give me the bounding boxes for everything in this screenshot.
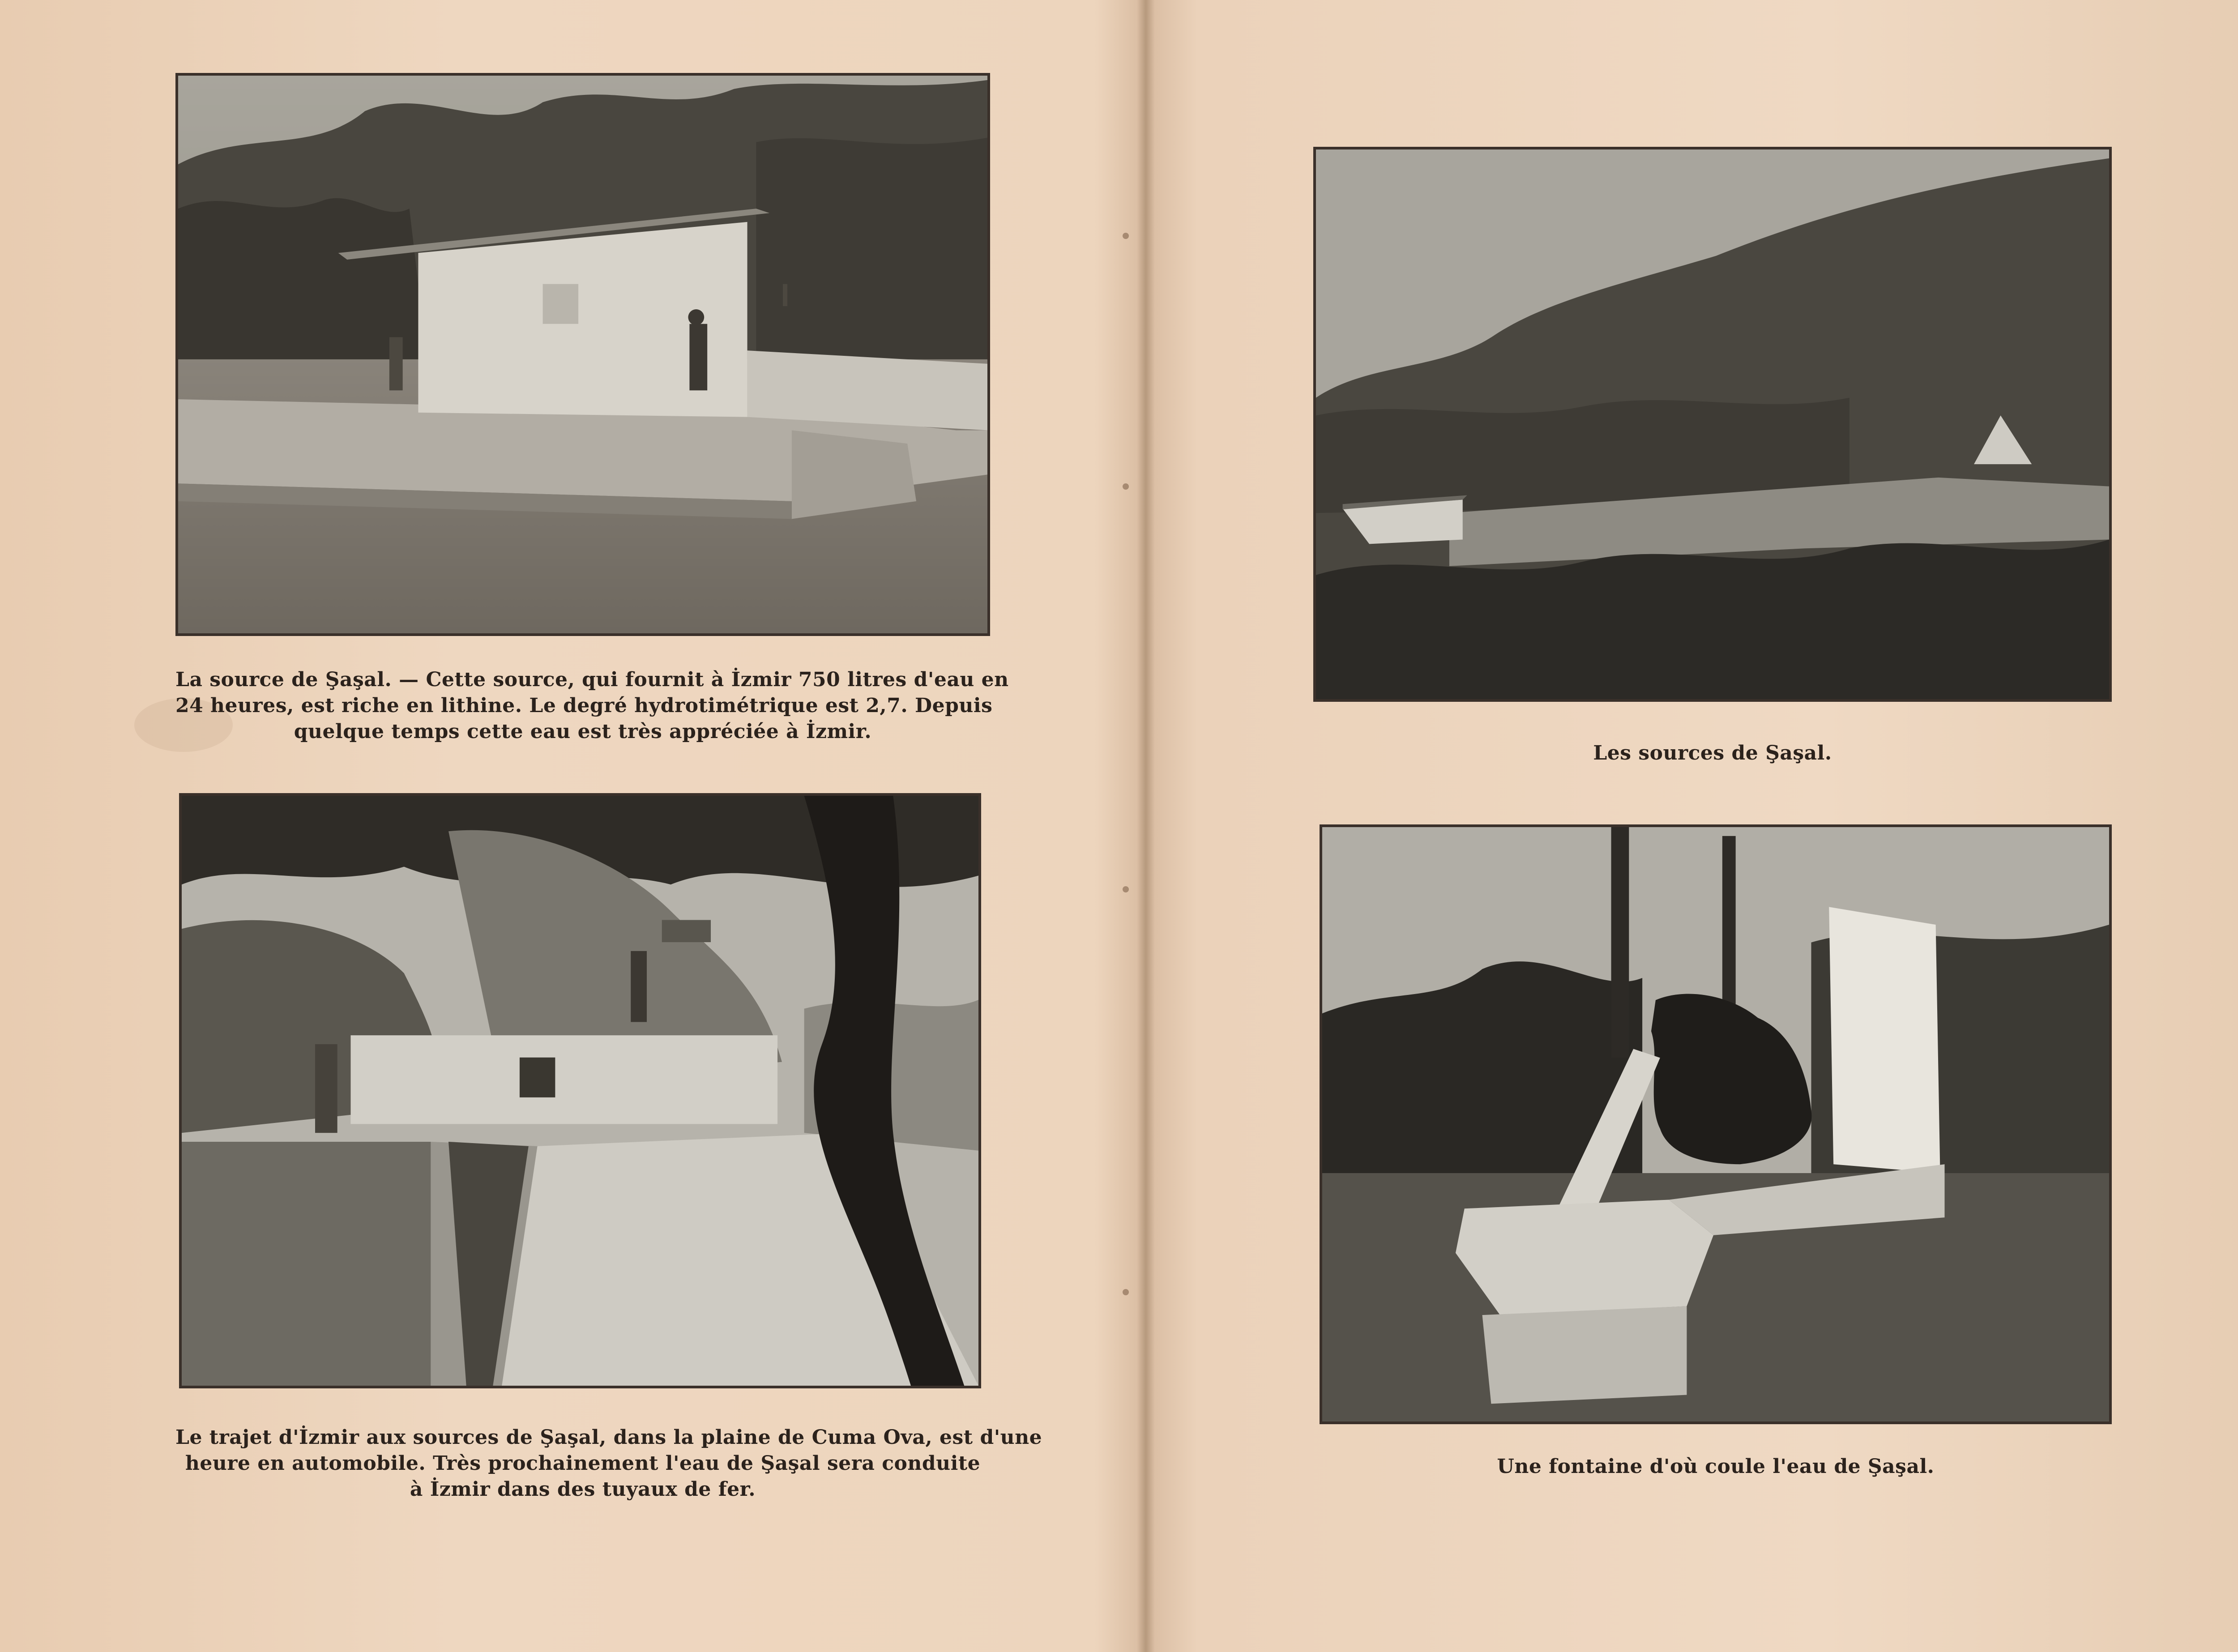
caption-line: Le trajet d'İzmir aux sources de Şaşal, dans la plaine de Cuma Ova, est d'une (175, 1426, 1042, 1449)
caption-trail (175, 1425, 1042, 1503)
caption-line: Une fontaine d'où coule l'eau de Şaşal. (1497, 1455, 1935, 1478)
caption-springs-landscape (1313, 740, 2112, 766)
photo-source-building (175, 73, 990, 636)
caption-line: heure en automobile. Très prochainement l'eau de Şaşal sera conduite (185, 1452, 981, 1475)
caption-line: La source de Şaşal. — Cette source, qui fournit à İzmir 750 litres d'eau en (175, 668, 1009, 691)
caption-source-building (175, 667, 1009, 745)
caption-fountain (1320, 1454, 2112, 1480)
photo-landscape-image (1316, 149, 2109, 699)
photo-fountain-image (1322, 827, 2109, 1421)
photo-springs-landscape (1313, 147, 2112, 702)
caption-line: à İzmir dans des tuyaux de fer. (410, 1478, 756, 1501)
caption-line: 24 heures, est riche en lithine. Le degré hydrotimétrique est 2,7. Depuis (175, 694, 993, 717)
right-page (1140, 0, 2238, 1652)
photo-trail-to-springs (179, 793, 981, 1388)
caption-line: Les sources de Şaşal. (1593, 742, 1832, 764)
caption-line: quelque temps cette eau est très appréciée à İzmir. (294, 720, 872, 743)
photo-source-building-image (178, 76, 987, 633)
photo-fountain (1320, 824, 2112, 1424)
photo-trail-image (182, 796, 978, 1386)
